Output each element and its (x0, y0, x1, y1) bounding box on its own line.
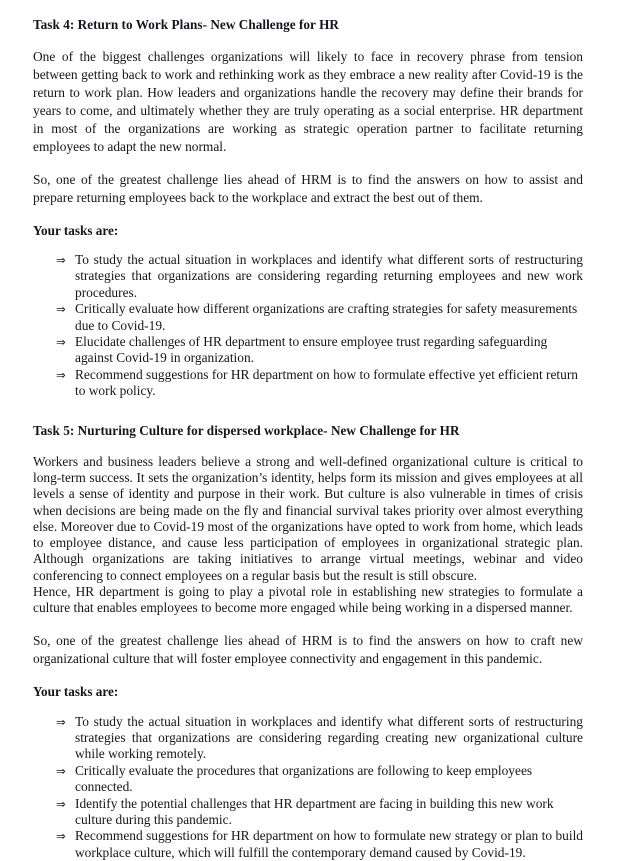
list-item (33, 252, 583, 301)
spacer (33, 400, 583, 422)
section-task-4-tasks-label: Your tasks are: (33, 223, 119, 238)
double-right-arrow-icon: ⇒ (56, 253, 66, 267)
list-item (33, 367, 583, 400)
section-task-5-paragraph-2: Hence, HR department is going to play a pivotal role in establishing new strategies to formulate a culture that enables employees to become more engaged while being working in a dispersed manner. (33, 584, 583, 616)
section-task-5-paragraph-1: Workers and business leaders believe a strong and well-defined organizational culture is critical to long-term success. It sets the organization’s identity, helps form its mission and gives employees at all levels a sense of identity and purpose in their work. But culture is also vulnerable in times of crisis when decisions are being made on the fly and financial survival takes priority over almost everything else. Moreover due to Covid-19 most of the organizations have opted to work from home, which leads to employee distance, and cause less participation of employees in organizational strategic plan. Although organizations are taking initiatives to arrange virtual meetings, webinar and video conferencing to connect employees on a regular basis but the result is still obscure. (33, 453, 583, 583)
double-right-arrow-icon: ⇒ (56, 302, 66, 317)
section-heading-task-5: Task 5: Nurturing Culture for dispersed workplace- New Challenge for HR (33, 422, 460, 438)
list-item (33, 828, 583, 861)
spacer (33, 668, 583, 683)
spacer (33, 239, 583, 252)
spacer (33, 700, 583, 714)
double-right-arrow-icon: ⇒ (56, 763, 66, 778)
section-task-5-tasks-label: Your tasks are: (33, 683, 119, 699)
list-item-text: Elucidate challenges of HR department to ensure employee trust regarding safeguarding against Covid-19 in organization. (75, 334, 548, 366)
list-item (33, 301, 583, 334)
section-task-4-task-list (33, 252, 583, 400)
list-item-text: To study the actual situation in workplaces and identify what different sorts of restructuring strategies that organizations are considering regarding creating new organizational culture while working remotely. (75, 713, 583, 762)
list-item-text: Recommend suggestions for HR department on how to formulate new strategy or plan to build workplace culture, which will fulfill the contemporary demand caused by Covid-19. (75, 828, 583, 860)
section-task-5-paragraph-3: So, one of the greatest challenge lies ahead of HRM is to find the answers on how to craft new organizational culture that will foster employee connectivity and engagement in this pandemic. (33, 632, 583, 666)
list-item (33, 334, 583, 367)
section-heading-task-4: Task 4: Return to Work Plans- New Challenge for HR (33, 17, 339, 32)
section-task-4-paragraph-1: One of the biggest challenges organizations will likely to face in recovery phrase from tension between getting back to work and rethinking work as they embrace a new reality after Covid-19 is the return to work plan. How leaders and organizations handle the recovery may define their brands for years to come, and ultimately whether they are truly operating as a social enterprise. HR department in most of the organizations are working as strategic operation partner to facilitate returning employees to adapt the new normal. (33, 49, 583, 154)
double-right-arrow-icon: ⇒ (56, 335, 66, 350)
section-task-5-task-list (33, 714, 583, 861)
spacer (33, 617, 583, 632)
double-right-arrow-icon: ⇒ (56, 714, 66, 729)
double-right-arrow-icon: ⇒ (56, 829, 66, 844)
list-item-text: Critically evaluate the procedures that organizations are following to keep employees connected. (75, 762, 533, 795)
list-item-text: Identify the potential challenges that HR department are facing in building this new work culture during this pandemic. (75, 795, 554, 828)
list-item (33, 796, 583, 829)
list-item-text: Recommend suggestions for HR department on how to formulate effective yet efficient return to work policy. (75, 366, 578, 399)
list-item (33, 714, 583, 763)
list-item (33, 763, 583, 796)
spacer (33, 439, 583, 454)
spacer (33, 156, 583, 171)
list-item-text: Critically evaluate how different organizations are crafting strategies for safety measurements due to Covid-19. (75, 301, 578, 333)
double-right-arrow-icon: ⇒ (56, 796, 66, 811)
double-right-arrow-icon: ⇒ (56, 367, 66, 382)
spacer (33, 207, 583, 222)
list-item-text: To study the actual situation in workplaces and identify what different sorts of restructuring strategies that organizations are considering regarding returning employees and new work procedures. (75, 252, 583, 300)
spacer (33, 33, 583, 48)
top-spacer (33, 0, 583, 16)
section-task-4-paragraph-2: So, one of the greatest challenge lies ahead of HRM is to find the answers on how to assist and prepare returning employees back to the workplace and extract the best out of them. (33, 172, 583, 205)
